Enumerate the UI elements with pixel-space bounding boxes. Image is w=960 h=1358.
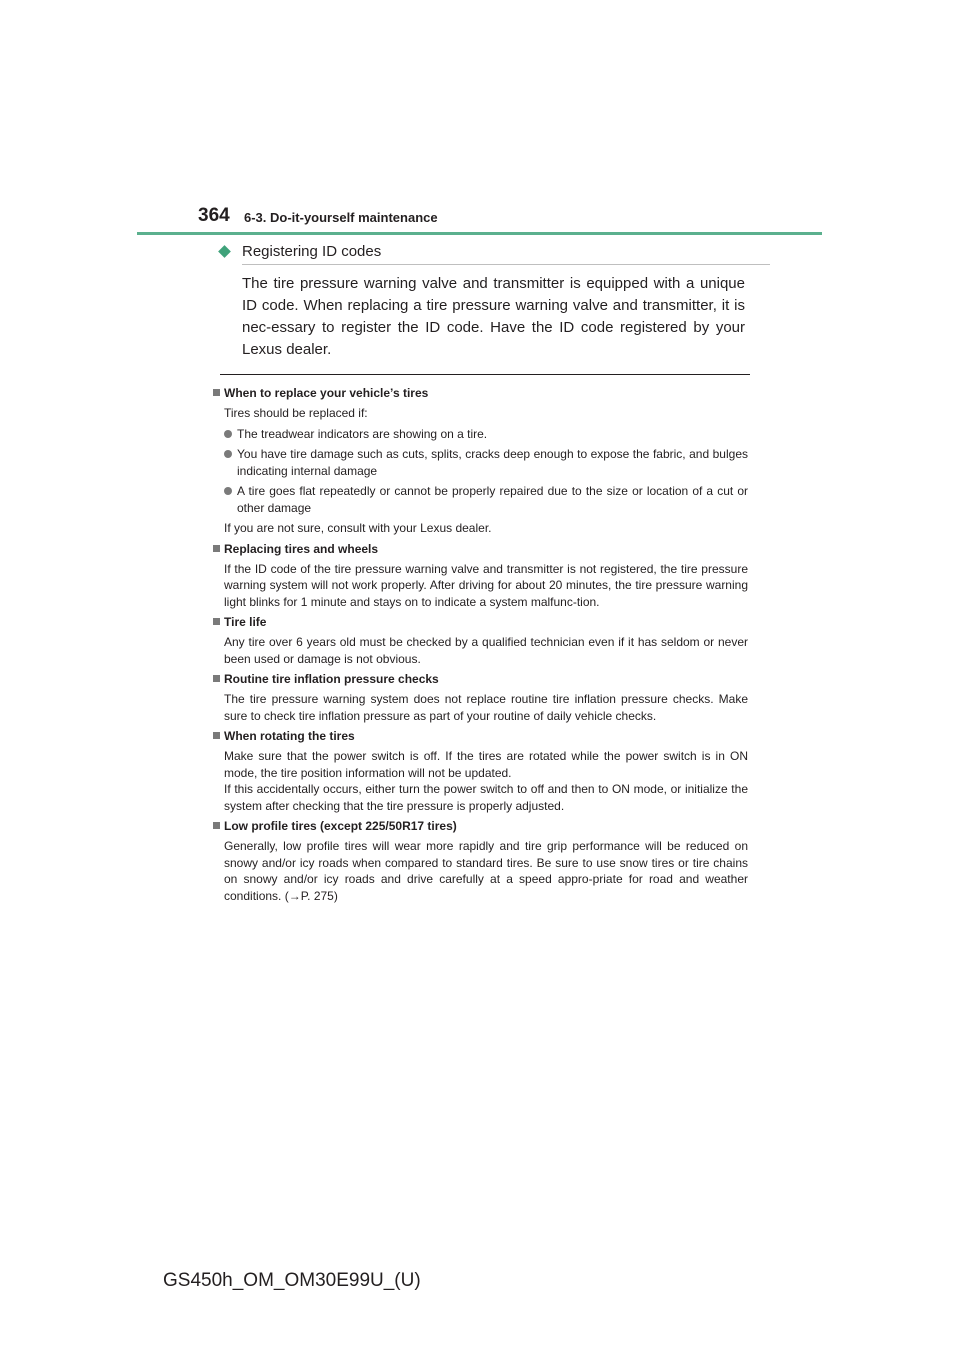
notes-section [212,385,748,908]
note-intro: Tires should be replaced if: [224,406,368,420]
list-item [224,446,748,479]
list-item-text: The treadwear indicators are showing on a tire. [237,426,488,441]
note-text: If this accidentally occurs, either turn the power switch to off and then to ON mode, or initialize the system after checking that the tire pressure is properly adjusted. [224,782,748,813]
diamond-bullet-icon [218,245,231,258]
note-replace-tires [212,385,748,537]
section-title: 6-3. Do-it-yourself maintenance [244,210,438,225]
footer-doc-code: GS450h_OM_OM30E99U_(U) [163,1270,421,1291]
circle-bullet-icon [224,487,232,495]
square-bullet-icon [213,618,220,625]
note-heading-text: Tire life [224,615,267,629]
note-text: Generally, low profile tires will wear more rapidly and tire grip performance will be reduced on snowy and/or icy roads when compared to standard tires. Be sure to use snow tires or tire chains on snowy and/or icy roads and drive carefully at a speed appro-priate for road and weather conditions. (→P. 275) [224,839,748,903]
circle-bullet-icon [224,450,232,458]
note-tire-life [212,614,748,667]
circle-bullet-icon [224,430,232,438]
note-low-profile-tires [212,818,748,904]
note-rotating-tires [212,728,748,814]
registering-heading-text: Registering ID codes [242,243,382,260]
bullet-list [224,426,748,517]
note-heading [212,728,748,745]
square-bullet-icon [213,545,220,552]
notes-divider [220,374,750,375]
note-heading [212,671,748,688]
square-bullet-icon [213,822,220,829]
note-heading [212,385,748,402]
square-bullet-icon [213,389,220,396]
square-bullet-icon [213,675,220,682]
note-heading [212,614,748,631]
note-replacing-tires-wheels [212,541,748,611]
square-bullet-icon [213,732,220,739]
note-heading-text: Routine tire inflation pressure checks [224,672,439,686]
note-heading [212,541,748,558]
note-heading [212,818,748,835]
list-item [224,426,748,443]
heading-underline [242,264,770,265]
note-routine-checks [212,671,748,724]
note-text: The tire pressure warning system does not replace routine tire inflation pressure checks. Make sure to check tire inflation pressure as part of your routine of daily vehicle checks. [224,692,748,723]
list-item-text: A tire goes flat repeatedly or cannot be properly repaired due to the size or location of a cut or other damage [237,484,748,515]
note-heading-text: Low profile tires (except 225/50R17 tires) [224,819,457,833]
note-outro: If you are not sure, consult with your Lexus dealer. [224,521,492,535]
header-divider [137,232,822,235]
note-text: Make sure that the power switch is off. If the tires are rotated while the power switch is in ON mode, the tire position information will not be updated. [224,749,748,780]
note-heading-text: Replacing tires and wheels [224,541,379,556]
note-text: If the ID code of the tire pressure warning valve and transmitter is not registered, the tire pressure warning system will not work properly. After driving for about 20 minutes, the tire pressure warning light blinks for 1 minute and stays on to indicate a system malfunc-tion. [224,561,748,609]
note-heading-text: When rotating the tires [224,729,355,743]
registering-paragraph: The tire pressure warning valve and transmitter is equipped with a unique ID code. When replacing a tire pressure warning valve and transmitter, it is nec-essary to register the ID code. Have the ID code registered by your Lexus dealer. [242,275,745,358]
list-item-text: You have tire damage such as cuts, splits, cracks deep enough to expose the fabric, and bulges indicating internal damage [237,447,748,478]
note-text: Any tire over 6 years old must be checked by a qualified technician even if it has seldom or never been used or damage is not obvious. [224,635,748,666]
note-heading-text: When to replace your vehicle’s tires [224,386,429,400]
list-item [224,483,748,516]
page-number: 364 [198,205,230,226]
